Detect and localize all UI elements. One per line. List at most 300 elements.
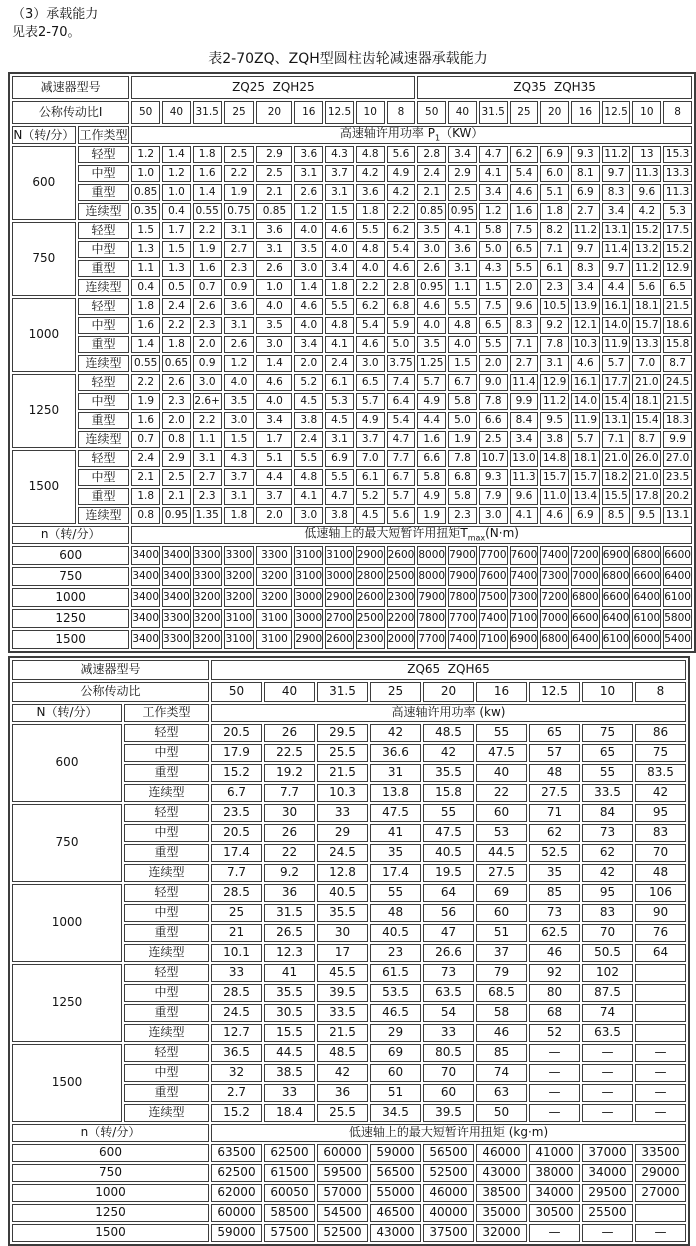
power-value: 3.6 [356,184,385,201]
power-header: 高速轴许用功率 $P_1(KW)$ [131,126,692,144]
worktype-label: 中型 [78,241,130,258]
power-value: 2.3 [448,507,477,524]
torque-value: 56500 [370,1164,421,1182]
speed-label: 1000 [12,884,122,962]
speed-column-header: N（转/分） [12,126,76,144]
worktype-label: 重型 [78,184,130,201]
power-value: 0.8 [162,431,191,448]
power-value: 4.6 [571,355,600,372]
power-value: 95 [635,804,686,822]
worktype-label: 轻型 [78,146,130,163]
power-value: 5.7 [356,393,385,410]
ratio-value: 25 [510,101,539,124]
power-value: 1.4 [131,336,160,353]
torque-value: 43000 [370,1224,421,1242]
power-value: 84 [582,804,633,822]
power-value: 3.4 [571,279,600,296]
power-value: 2.1 [162,488,191,505]
power-value: 3.0 [193,374,222,391]
torque-value: 3300 [162,609,191,628]
torque-value: 3400 [131,588,160,607]
power-value: 3.4 [479,184,508,201]
power-value: 1.6 [131,317,160,334]
torque-value: 7100 [479,630,508,649]
power-value: 5.2 [356,488,385,505]
power-value: 6.1 [325,374,354,391]
power-value: 21 [211,924,262,942]
power-value: 11.4 [510,374,539,391]
power-value: 6.1 [356,469,385,486]
torque-value: 7300 [540,567,569,586]
power-value: 7.4 [387,374,416,391]
power-value: 1.3 [131,241,160,258]
power-value: 5.1 [256,450,292,467]
torque-value: 2600 [387,546,416,565]
power-value: 63.5 [582,1024,633,1042]
power-value: — [635,1104,686,1122]
torque-value: 6800 [571,588,600,607]
power-value: 29.5 [317,724,368,742]
speed-label: 1500 [12,450,76,524]
power-value: 52.5 [529,844,580,862]
ratio-value: 40 [162,101,191,124]
power-value: 8.3 [510,317,539,334]
torque-value: 6800 [632,546,661,565]
power-value: 9.0 [479,374,508,391]
power-value: 6.7 [448,374,477,391]
power-value: 4.6 [256,374,292,391]
power-value: 0.95 [162,507,191,524]
power-value: 2.5 [256,165,292,182]
torque-value: 7100 [510,609,539,628]
power-value: 1.5 [162,241,191,258]
torque-value: 2500 [356,609,385,628]
power-value: 3.1 [256,241,292,258]
power-value: 13.0 [510,450,539,467]
torque-value: 43000 [476,1164,527,1182]
power-value: 5.0 [448,412,477,429]
power-value: 0.9 [193,355,222,372]
power-value: 3.1 [294,165,323,182]
torque-value: 55000 [370,1184,421,1202]
ratio-value: 12.5 [602,101,631,124]
power-value: 23 [370,944,421,962]
power-value: 4.8 [325,317,354,334]
power-value: 10.3 [571,336,600,353]
power-value: 3.6 [256,222,292,239]
torque-value: 2000 [387,630,416,649]
torque-value: 3300 [193,567,222,586]
power-value: 4.1 [294,488,323,505]
speed-label: 1250 [12,964,122,1042]
power-value: 42 [317,1064,368,1082]
subscript: max [467,533,486,543]
power-value: 1.7 [162,222,191,239]
power-value: 7.1 [510,336,539,353]
power-value: 2.2 [224,165,255,182]
power-value: 83 [635,824,686,842]
power-value: 6.5 [510,241,539,258]
power-value: 15.2 [211,1104,262,1122]
torque-header: 低速轴上的最大短暂许用扭矩 (kg·m) [211,1124,686,1142]
power-value: 64 [635,944,686,962]
torque-value: 59000 [211,1224,262,1242]
torque-value: 6400 [571,630,600,649]
ratio-value: 50 [131,101,160,124]
power-value: 31 [370,764,421,782]
power-value: 95 [582,884,633,902]
power-value: 2.2 [131,374,160,391]
torque-value: 3200 [256,588,292,607]
power-value: 3.6 [224,298,255,315]
torque-value: 6600 [602,588,631,607]
power-value: 7.1 [602,431,631,448]
power-value: 3.0 [256,336,292,353]
power-value: 4.6 [510,184,539,201]
torque-value: 3000 [294,588,323,607]
torque-value: 3400 [131,630,160,649]
power-value: 47.5 [423,824,474,842]
torque-value: 35000 [476,1204,527,1222]
power-value: 1.5 [224,431,255,448]
torque-value: 7300 [510,588,539,607]
torque-value: 2800 [356,567,385,586]
power-value: 83 [582,904,633,922]
torque-value: 33500 [635,1144,686,1162]
power-value: 74 [476,1064,527,1082]
power-value: 5.4 [510,165,539,182]
power-value: 4.4 [417,412,446,429]
power-value: 4.0 [448,336,477,353]
power-value: 3.6 [294,146,323,163]
power-value: 0.95 [448,203,477,220]
power-value: 7.9 [479,488,508,505]
power-value: 57 [529,744,580,762]
torque-value: 7200 [540,588,569,607]
power-value: 3.4 [602,203,631,220]
ratio-value: 12.5 [529,682,580,702]
power-value [635,1004,686,1022]
power-value: 6.2 [356,298,385,315]
power-value: 13.9 [571,298,600,315]
power-value: 76 [635,924,686,942]
power-value: 29 [370,1024,421,1042]
worktype-label: 连续型 [78,203,130,220]
torque-value: 8000 [417,567,446,586]
power-value: 3.8 [325,507,354,524]
power-value: 7.5 [479,298,508,315]
table-title: 表2-70ZQ、ZQH型圆柱齿轮减速器承载能力 [208,51,488,67]
power-value: 21.0 [632,469,661,486]
power-value: 18.6 [663,317,692,334]
power-value: 61.5 [370,964,421,982]
power-value: 1.4 [162,146,191,163]
power-value: 47.5 [370,804,421,822]
worktype-column-header: 工作类型 [124,704,209,722]
torque-speed-header: n（转/分） [12,1124,209,1142]
torque-value: 5800 [663,609,692,628]
power-value: 5.6 [632,279,661,296]
speed-label: 1500 [12,1044,122,1122]
power-value: 9.9 [663,431,692,448]
torque-value: 52500 [423,1164,474,1182]
torque-value: 59000 [370,1144,421,1162]
torque-value: 60000 [317,1144,368,1162]
power-value: 30 [317,924,368,942]
power-value: 70 [423,1064,474,1082]
power-value: 1.1 [131,260,160,277]
speed-label: 600 [12,724,122,802]
ratio-value: 16 [294,101,323,124]
worktype-label: 轻型 [78,298,130,315]
power-value: 15.2 [632,222,661,239]
power-value: 1.8 [131,488,160,505]
power-value: 5.5 [479,336,508,353]
power-value: 33.5 [317,1004,368,1022]
power-value: 0.75 [224,203,255,220]
power-value: 0.35 [131,203,160,220]
power-value: 1.4 [256,355,292,372]
power-value: 8.3 [571,260,600,277]
torque-value: 59500 [317,1164,368,1182]
worktype-label: 中型 [124,904,209,922]
power-value: 3.1 [540,355,569,372]
torque-value: 5400 [663,630,692,649]
speed-label: 600 [12,146,76,220]
power-value: 1.1 [448,279,477,296]
power-value: 21.5 [663,393,692,410]
torque-value: — [582,1224,633,1242]
power-value: 8.2 [540,222,569,239]
power-value: 2.4 [131,450,160,467]
power-value: 48 [635,864,686,882]
torque-value: 2700 [325,609,354,628]
torque-value: 7800 [448,588,477,607]
power-value: 58 [476,1004,527,1022]
power-value: 2.8 [417,146,446,163]
torque-value: 6400 [602,609,631,628]
power-value: 83.5 [635,764,686,782]
torque-value: 7900 [417,588,446,607]
power-value: 6.9 [571,184,600,201]
power-value: 15.5 [264,1024,315,1042]
power-value: 4.0 [294,222,323,239]
power-value: 8.7 [663,355,692,372]
power-value: 5.5 [356,222,385,239]
power-value: 3.5 [256,317,292,334]
power-value: 4.0 [224,374,255,391]
power-value: 4.6 [387,260,416,277]
worktype-label: 轻型 [124,1044,209,1062]
torque-speed-label: 1000 [12,1184,209,1202]
power-value: 85 [476,1044,527,1062]
power-value: 69 [476,884,527,902]
power-value: 2.6 [256,260,292,277]
power-value: 3.8 [294,412,323,429]
torque-value: 6400 [663,567,692,586]
torque-value: 3200 [193,588,222,607]
power-value: 73 [423,964,474,982]
power-value: 1.8 [162,336,191,353]
power-value: 2.1 [417,184,446,201]
power-value: 63.5 [423,984,474,1002]
power-value: 4.0 [356,260,385,277]
power-value: 15.2 [663,241,692,258]
torque-value: 3000 [325,567,354,586]
power-value: 7.5 [510,222,539,239]
torque-value: 3100 [294,567,323,586]
worktype-label: 重型 [124,1084,209,1102]
power-value: 21.5 [663,298,692,315]
power-value: 4.9 [417,393,446,410]
power-value: 4.8 [356,146,385,163]
ratio-value: 20 [540,101,569,124]
capacity-table-zq25-zq35 [8,72,696,653]
power-value: 6.2 [387,222,416,239]
ratio-value: 10 [582,682,633,702]
power-value: 4.2 [387,184,416,201]
power-value: 34.5 [370,1104,421,1122]
power-value: 2.6 [417,260,446,277]
power-value: 2.6+ [193,393,222,410]
torque-value: 6600 [663,546,692,565]
power-value: 44.5 [264,1044,315,1062]
ratio-label: 公称传动比I [12,101,129,124]
torque-header: 低速轴上的最大短暂许用扭矩$T_{max}(N\cdot m)$ [131,526,692,544]
power-value: 5.4 [387,412,416,429]
torque-value: 3000 [294,609,323,628]
ratio-value: 8 [387,101,416,124]
power-value: 5.8 [417,469,446,486]
power-value: 6.0 [540,165,569,182]
power-value: 11.2 [571,222,600,239]
power-value: 9.9 [510,393,539,410]
power-value: — [529,1104,580,1122]
power-value: 11.4 [602,241,631,258]
power-value: 3.1 [224,222,255,239]
power-value: 1.4 [294,279,323,296]
power-value: 25.5 [317,1104,368,1122]
power-value: 5.7 [602,355,631,372]
power-value: 9.2 [264,864,315,882]
power-value: 2.0 [510,279,539,296]
power-value: 2.3 [162,393,191,410]
power-value: 35 [529,864,580,882]
power-value: 36.5 [211,1044,262,1062]
power-value: 2.5 [162,469,191,486]
power-value: 0.4 [162,203,191,220]
power-value: 1.8 [540,203,569,220]
torque-value: 6000 [632,630,661,649]
power-value: 6.7 [387,469,416,486]
torque-value: 3100 [256,609,292,628]
power-value: 6.7 [211,784,262,802]
power-value: 9.3 [479,469,508,486]
power-value: 31.5 [264,904,315,922]
power-value: 21.0 [632,374,661,391]
worktype-label: 中型 [124,984,209,1002]
torque-speed-label: 600 [12,1144,209,1162]
ratio-value: 8 [663,101,692,124]
power-header: 高速轴许用功率 (kw) [211,704,686,722]
torque-value: 6600 [632,567,661,586]
power-value: 4.5 [325,412,354,429]
power-value: 0.55 [131,355,160,372]
power-value: 7.8 [448,450,477,467]
power-value: 1.2 [294,203,323,220]
torque-value: 29500 [582,1184,633,1202]
power-value: 36 [317,1084,368,1102]
power-value: 22 [476,784,527,802]
power-value: 18.4 [264,1104,315,1122]
power-value: 17.4 [370,864,421,882]
torque-value: 25500 [582,1204,633,1222]
torque-value: 6100 [632,609,661,628]
power-value: 20.5 [211,724,262,742]
torque-value: 6800 [602,567,631,586]
power-value: 3.8 [540,431,569,448]
power-value: 5.7 [571,431,600,448]
power-value: 9.3 [571,146,600,163]
power-value: 4.4 [602,279,631,296]
power-value: — [635,1044,686,1062]
worktype-column-header: 工作类型 [78,126,130,144]
power-value: 64 [423,884,474,902]
power-value: 0.85 [417,203,446,220]
power-value: 9.7 [602,260,631,277]
power-value: 15.7 [571,469,600,486]
power-value: 5.3 [663,203,692,220]
power-value: 0.5 [162,279,191,296]
power-value: 6.8 [448,469,477,486]
power-value: 21.5 [317,1024,368,1042]
power-value: 7.1 [540,241,569,258]
torque-value: 46000 [476,1144,527,1162]
power-value: 60 [370,1064,421,1082]
power-value: 5.6 [387,146,416,163]
power-value: 3.1 [193,450,222,467]
torque-value: 3400 [162,588,191,607]
torque-value: 7000 [540,609,569,628]
power-value: 6.5 [479,317,508,334]
power-value [635,1024,686,1042]
power-value: 90 [635,904,686,922]
torque-value: 3100 [325,546,354,565]
power-value: 4.9 [417,488,446,505]
power-value: 8.4 [510,412,539,429]
torque-value: 63500 [211,1144,262,1162]
power-value: 13.4 [571,488,600,505]
power-value: 27.5 [476,864,527,882]
power-value: 3.1 [325,431,354,448]
power-value: 18.2 [602,469,631,486]
worktype-label: 连续型 [124,1024,209,1042]
power-value: 11.2 [632,260,661,277]
power-value: 6.4 [387,393,416,410]
ratio-value: 10 [356,101,385,124]
power-value: 5.1 [540,184,569,201]
torque-value: 6600 [571,609,600,628]
torque-value: 6900 [602,546,631,565]
power-value: 0.4 [131,279,160,296]
power-value: 2.4 [325,355,354,372]
power-value: 5.7 [387,488,416,505]
torque-speed-header: n（转/分） [12,526,129,544]
power-value: 5.3 [325,393,354,410]
power-value: 2.3 [193,317,222,334]
power-value: 5.5 [448,298,477,315]
torque-value: 6100 [663,588,692,607]
